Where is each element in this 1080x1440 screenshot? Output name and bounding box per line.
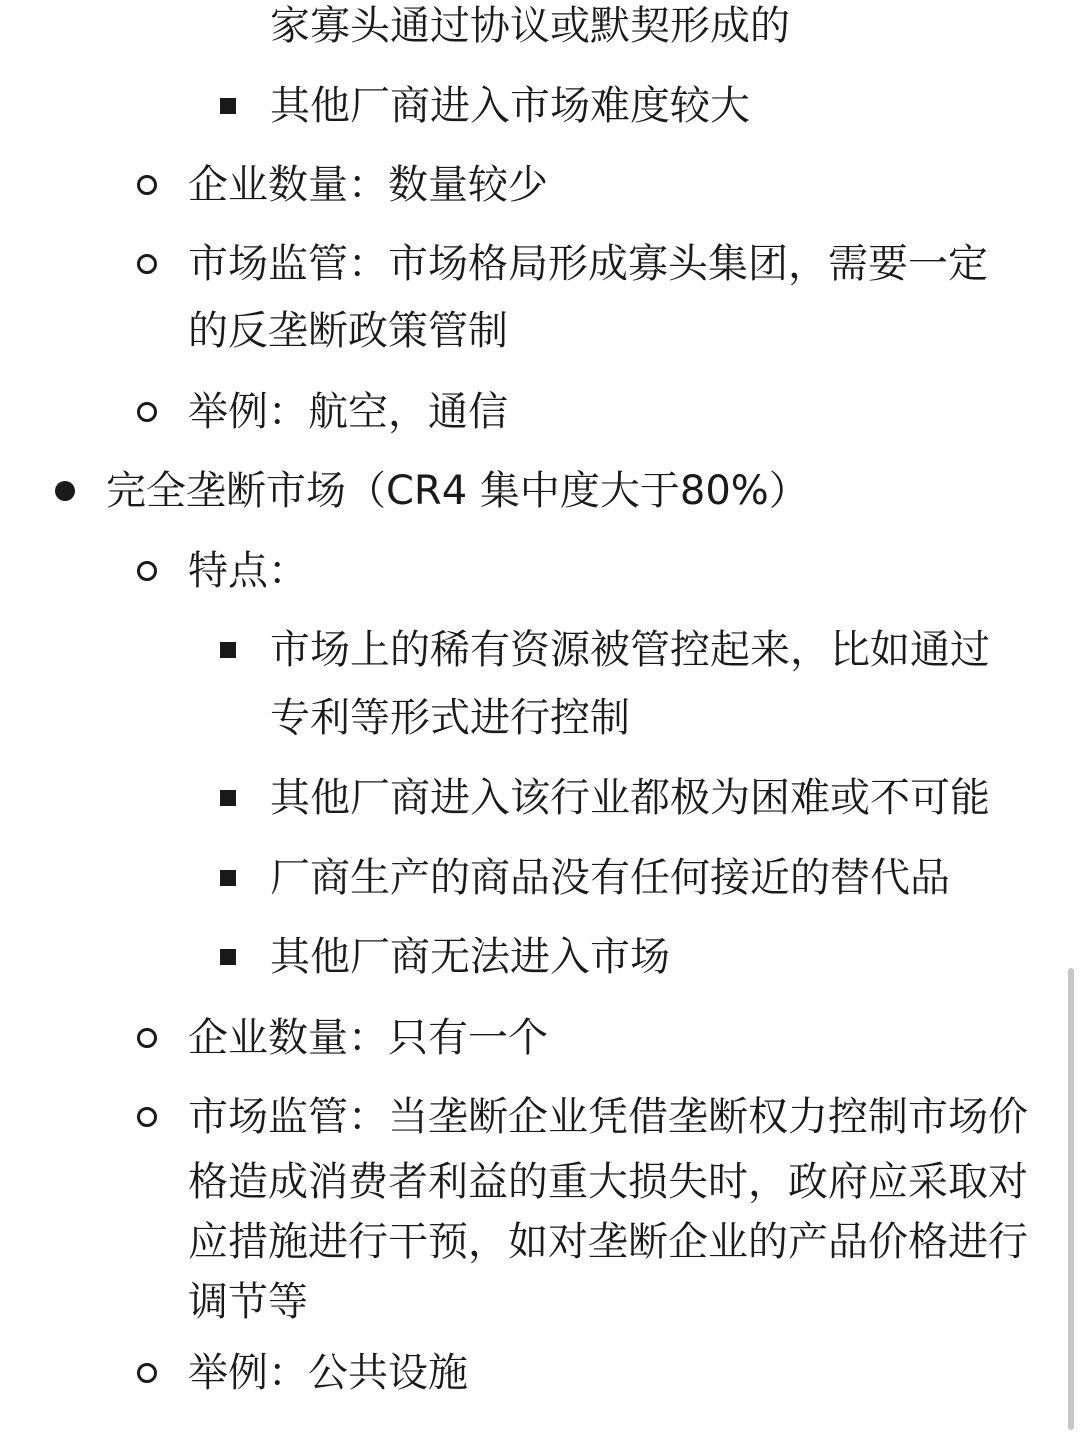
list-item-text: 企业数量：数量较少 xyxy=(188,162,548,208)
list-item-text: 举例：公共设施 xyxy=(188,1350,468,1396)
list-item-text-continued: 专利等形式进行控制 xyxy=(270,695,630,741)
circle-bullet-icon xyxy=(137,1107,157,1127)
square-bullet-icon xyxy=(220,642,236,658)
circle-bullet-icon xyxy=(137,175,157,195)
list-item-text-continued: 格造成消费者利益的重大损失时，政府应采取对 xyxy=(188,1159,1028,1205)
square-bullet-icon xyxy=(220,949,236,965)
list-item-text: 市场监管：当垄断企业凭借垄断权力控制市场价 xyxy=(188,1094,1028,1140)
circle-bullet-icon xyxy=(137,402,157,422)
section-heading-text: 完全垄断市场（CR4 集中度大于80%） xyxy=(106,468,809,514)
square-bullet-icon xyxy=(220,870,236,886)
list-item-text: 举例：航空，通信 xyxy=(188,389,508,435)
circle-bullet-icon xyxy=(137,1363,157,1383)
list-item-text-continued: 的反垄断政策管制 xyxy=(188,308,508,354)
text-line: 家寡头通过协议或默契形成的 xyxy=(270,3,790,49)
list-item-text: 特点： xyxy=(188,548,308,594)
list-item-text: 其他厂商进入市场难度较大 xyxy=(270,83,750,129)
list-item-text: 市场监管：市场格局形成寡头集团，需要一定 xyxy=(188,241,988,287)
list-item-text: 其他厂商无法进入市场 xyxy=(270,934,670,980)
circle-bullet-icon xyxy=(137,561,157,581)
circle-bullet-icon xyxy=(137,1028,157,1048)
circle-bullet-icon xyxy=(137,254,157,274)
list-item-text: 厂商生产的商品没有任何接近的替代品 xyxy=(270,855,950,901)
vertical-scrollbar[interactable] xyxy=(1068,968,1074,1430)
list-item-text: 其他厂商进入该行业都极为困难或不可能 xyxy=(270,775,990,821)
list-item-text: 市场上的稀有资源被管控起来，比如通过 xyxy=(270,627,990,673)
square-bullet-icon xyxy=(220,790,236,806)
disc-bullet-icon xyxy=(55,481,75,501)
list-item-text-continued: 应措施进行干预，如对垄断企业的产品价格进行 xyxy=(188,1219,1028,1265)
list-item-text-continued: 调节等 xyxy=(188,1279,308,1325)
list-item-text: 企业数量：只有一个 xyxy=(188,1015,548,1061)
square-bullet-icon xyxy=(220,98,236,114)
